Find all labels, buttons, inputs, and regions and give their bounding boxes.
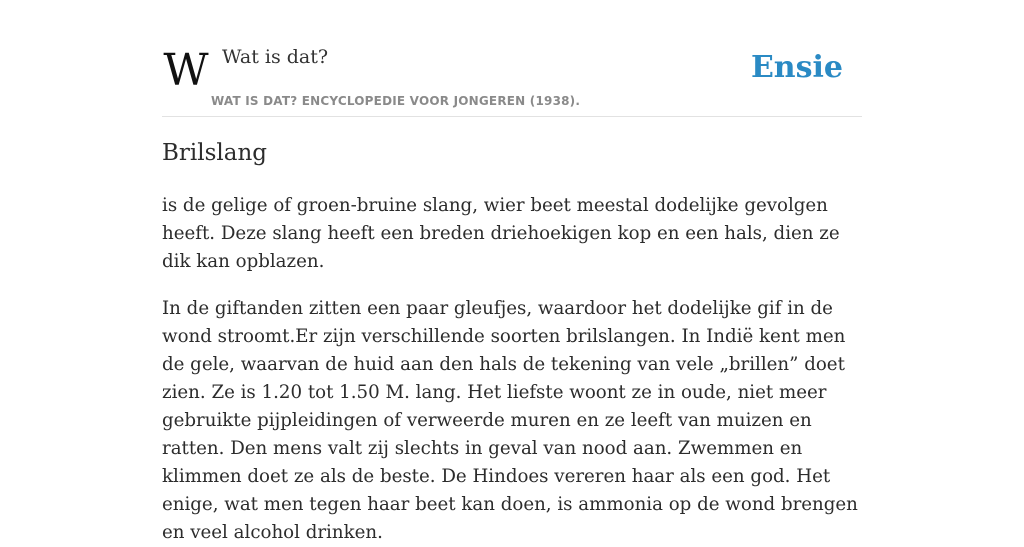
article-paragraph-2: In de giftanden zitten een paar gleufjes, waardoor het dodelijke gif in de wond stroomt.Er zijn verschillende soorten brilslangen. In Indië kent men de gele, waarvan de huid aan den hals de tekening van vele „brillen” doet zien. Ze is 1.20 tot 1.50 M. lang. Het liefste woont ze in oude, niet meer gebruikte pijpleidingen of verweerde muren en ze leeft van muizen en ratten. Den mens valt zij slechts in geval van nood aan. Zwemmen en klimmen doet ze als de beste. De Hindoes vereren haar als een god. Het enige, wat men tegen haar beet kan doen, is ammonia op de wond brengen en veel alcohol drinken. — [162, 298, 858, 543]
article-paragraph-1: is de gelige of groen-bruine slang, wier beet meestal dodelijke gevolgen heeft. Deze slang heeft een breden driehoekigen kop en een hals, dien ze dik kan opblazen. — [162, 195, 840, 272]
article-title: Brilslang — [162, 140, 268, 166]
header — [162, 0, 862, 117]
source-subtitle: WAT IS DAT? ENCYCLOPEDIE VOOR JONGEREN (1938). — [211, 94, 581, 108]
wikipedia-w-icon[interactable] — [163, 45, 209, 96]
svg-text:W: W — [163, 45, 209, 96]
site-title[interactable]: Wat is dat? — [222, 46, 329, 68]
ensie-logo[interactable]: Ensie — [750, 50, 843, 85]
page — [162, 0, 862, 543]
